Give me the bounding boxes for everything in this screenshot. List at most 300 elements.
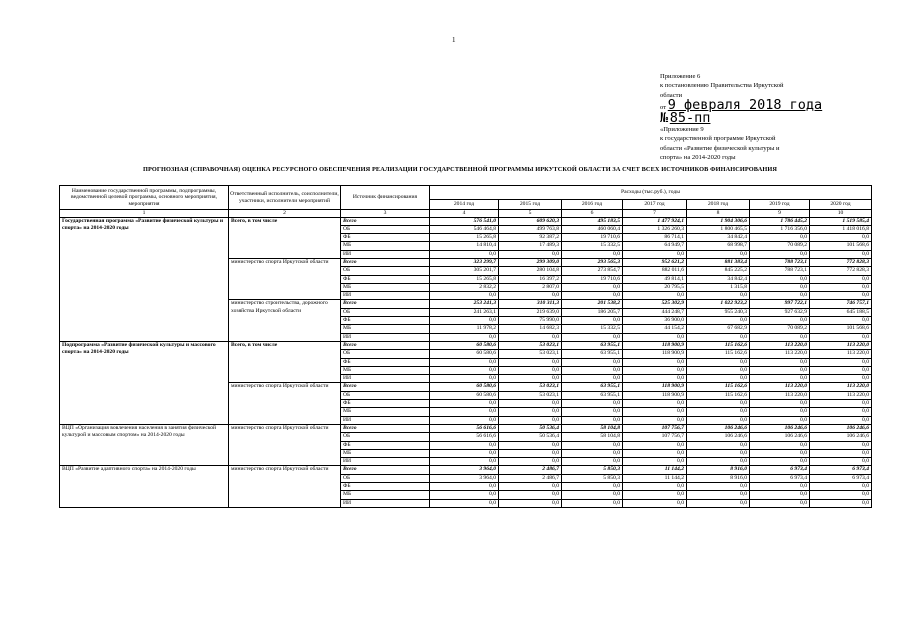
amount-cell: 0,0 bbox=[810, 449, 872, 457]
column-index: 3 bbox=[341, 210, 430, 218]
amount-cell: 0,0 bbox=[687, 483, 750, 491]
column-index: 7 bbox=[623, 210, 687, 218]
funding-source-cell: Всего bbox=[341, 466, 430, 474]
table-body bbox=[60, 186, 872, 508]
amount-cell: 0,0 bbox=[750, 333, 810, 341]
funding-source-cell: ОБ bbox=[341, 308, 430, 316]
amount-cell: 0,0 bbox=[562, 250, 623, 258]
amount-cell: 0,0 bbox=[687, 358, 750, 366]
column-index: 1 bbox=[60, 210, 229, 218]
amount-cell: 5 850,3 bbox=[562, 474, 623, 482]
amount-cell: 1 519 585,4 bbox=[810, 217, 872, 225]
amount-cell: 113 220,0 bbox=[810, 350, 872, 358]
amount-cell: 115 162,6 bbox=[687, 383, 750, 391]
amount-cell: 305 201,7 bbox=[430, 267, 499, 275]
amount-cell: 0,0 bbox=[430, 333, 499, 341]
amount-cell: 253 241,3 bbox=[430, 300, 499, 308]
amount-cell: 788 723,1 bbox=[750, 267, 810, 275]
amount-cell: 6 973,4 bbox=[750, 474, 810, 482]
amount-cell: 2 486,7 bbox=[499, 474, 562, 482]
amount-cell: 0,0 bbox=[687, 250, 750, 258]
amount-cell: 101 568,6 bbox=[810, 325, 872, 333]
amount-cell: 0,0 bbox=[499, 458, 562, 466]
funding-source-cell: ИИ bbox=[341, 292, 430, 300]
amount-cell: 0,0 bbox=[750, 449, 810, 457]
amount-cell: 92 387,2 bbox=[499, 234, 562, 242]
amount-cell: 67 682,9 bbox=[687, 325, 750, 333]
column-index-row bbox=[60, 210, 872, 218]
funding-source-cell: МБ bbox=[341, 283, 430, 291]
funding-source-cell: ФБ bbox=[341, 441, 430, 449]
funding-source-cell: ФБ bbox=[341, 483, 430, 491]
amount-cell: 0,0 bbox=[562, 283, 623, 291]
amount-cell: 0,0 bbox=[499, 333, 562, 341]
funding-source-cell: ИИ bbox=[341, 375, 430, 383]
amount-cell: 60 580,6 bbox=[430, 350, 499, 358]
amount-cell: 68 998,7 bbox=[687, 242, 750, 250]
amount-cell: 20 795,5 bbox=[623, 283, 687, 291]
amount-cell: 0,0 bbox=[499, 408, 562, 416]
amount-cell: 113 220,0 bbox=[750, 391, 810, 399]
amount-cell: 106 246,6 bbox=[687, 433, 750, 441]
amount-cell: 0,0 bbox=[623, 358, 687, 366]
amount-cell: 58 104,8 bbox=[562, 424, 623, 432]
amount-cell: 0,0 bbox=[562, 292, 623, 300]
amount-cell: 310 311,3 bbox=[499, 300, 562, 308]
amount-cell: 0,0 bbox=[562, 449, 623, 457]
amount-cell: 6 973,4 bbox=[750, 466, 810, 474]
amount-cell: 299 309,0 bbox=[499, 258, 562, 266]
amount-cell: 0,0 bbox=[499, 483, 562, 491]
amount-cell: 0,0 bbox=[810, 275, 872, 283]
amount-cell: 0,0 bbox=[810, 408, 872, 416]
appendix-line: области «Развитие физической культуры и bbox=[660, 144, 780, 152]
amount-cell: 0,0 bbox=[623, 483, 687, 491]
amount-cell: 15 265,8 bbox=[430, 234, 499, 242]
funding-source-cell: МБ bbox=[341, 449, 430, 457]
column-index: 6 bbox=[562, 210, 623, 218]
funding-source-cell: МБ bbox=[341, 408, 430, 416]
amount-cell: 882 011,6 bbox=[623, 267, 687, 275]
amount-cell: 1 800 465,5 bbox=[687, 225, 750, 233]
amount-cell: 0,0 bbox=[562, 491, 623, 499]
amount-cell: 0,0 bbox=[499, 292, 562, 300]
amount-cell: 0,0 bbox=[562, 317, 623, 325]
appendix-number bbox=[660, 109, 860, 126]
appendix-line: к постановлению Правительства Иркутской bbox=[660, 82, 784, 90]
amount-cell: 53 023,1 bbox=[499, 350, 562, 358]
amount-cell: 0,0 bbox=[810, 234, 872, 242]
amount-cell: 0,0 bbox=[623, 416, 687, 424]
amount-cell: 113 220,0 bbox=[750, 341, 810, 349]
amount-cell: 86 714,1 bbox=[623, 234, 687, 242]
appendix-line: области bbox=[660, 91, 683, 99]
amount-cell: 0,0 bbox=[687, 408, 750, 416]
amount-cell: 34 842,4 bbox=[687, 275, 750, 283]
amount-cell: 955 240,3 bbox=[687, 308, 750, 316]
amount-cell: 0,0 bbox=[750, 491, 810, 499]
document-title: ПРОГНОЗНАЯ (СПРАВОЧНАЯ) ОЦЕНКА РЕСУРСНОГО ОБЕСПЕЧЕНИЯ РЕАЛИЗАЦИИ ГОСУДАРСТВЕННОЙ ПРОГРАММЫ ИРКУТСКОЙ ОБЛАСТИ ЗА СЧЕТ ВСЕХ ИСТОЧНИКОВ ФИНАНСИРОВАНИЯ bbox=[142, 166, 778, 173]
amount-cell: 15 265,8 bbox=[430, 275, 499, 283]
amount-cell: 0,0 bbox=[810, 458, 872, 466]
executor-cell: министерство строительства, дорожного хозяйства Иркутской области bbox=[229, 300, 341, 341]
funding-source-cell: Всего bbox=[341, 424, 430, 432]
number-prefix: № bbox=[660, 109, 669, 126]
amount-cell: 5 850,3 bbox=[562, 466, 623, 474]
program-name-cell: ВЦП «Организация вовлечения населения в занятия физической культурой и массовым спортом» на 2014-2020 годы bbox=[60, 424, 229, 465]
amount-cell: 0,0 bbox=[750, 441, 810, 449]
amount-cell: 0,0 bbox=[750, 234, 810, 242]
amount-cell: 0,0 bbox=[623, 491, 687, 499]
financing-table bbox=[59, 185, 872, 508]
amount-cell: 0,0 bbox=[687, 499, 750, 507]
amount-cell: 0,0 bbox=[687, 375, 750, 383]
amount-cell: 70 089,2 bbox=[750, 242, 810, 250]
amount-cell: 0,0 bbox=[562, 400, 623, 408]
amount-cell: 0,0 bbox=[430, 317, 499, 325]
amount-cell: 0,0 bbox=[430, 400, 499, 408]
funding-source-cell: ОБ bbox=[341, 225, 430, 233]
amount-cell: 0,0 bbox=[430, 292, 499, 300]
amount-cell: 0,0 bbox=[810, 416, 872, 424]
amount-cell: 118 900,9 bbox=[623, 391, 687, 399]
amount-cell: 6 973,4 bbox=[810, 466, 872, 474]
funding-source-cell: ФБ bbox=[341, 317, 430, 325]
column-index: 8 bbox=[687, 210, 750, 218]
funding-source-cell: ФБ bbox=[341, 400, 430, 408]
amount-cell: 997 722,1 bbox=[750, 300, 810, 308]
amount-cell: 0,0 bbox=[750, 317, 810, 325]
amount-cell: 0,0 bbox=[562, 458, 623, 466]
funding-source-cell: ФБ bbox=[341, 275, 430, 283]
column-index: 2 bbox=[229, 210, 341, 218]
amount-cell: 53 023,1 bbox=[499, 383, 562, 391]
amount-cell: 0,0 bbox=[562, 358, 623, 366]
page-number: 1 bbox=[452, 36, 456, 44]
funding-source-cell: ИИ bbox=[341, 416, 430, 424]
header-year: 2020 год bbox=[810, 200, 872, 210]
funding-source-cell: ИИ bbox=[341, 250, 430, 258]
amount-cell: 49 814,1 bbox=[623, 275, 687, 283]
amount-cell: 63 955,1 bbox=[562, 341, 623, 349]
amount-cell: 60 580,6 bbox=[430, 383, 499, 391]
appendix-line: Приложение 6 bbox=[660, 73, 701, 80]
amount-cell: 113 220,0 bbox=[810, 383, 872, 391]
amount-cell: 273 854,7 bbox=[562, 267, 623, 275]
amount-cell: 219 639,0 bbox=[499, 308, 562, 316]
amount-cell: 241 263,1 bbox=[430, 308, 499, 316]
executor-cell: министерство спорта Иркутской области bbox=[229, 258, 341, 299]
amount-cell: 788 723,1 bbox=[750, 258, 810, 266]
amount-cell: 0,0 bbox=[562, 441, 623, 449]
header-year: 2014 год bbox=[430, 200, 499, 210]
amount-cell: 525 302,9 bbox=[623, 300, 687, 308]
amount-cell: 0,0 bbox=[499, 449, 562, 457]
funding-source-cell: ОБ bbox=[341, 474, 430, 482]
amount-cell: 115 162,6 bbox=[687, 350, 750, 358]
amount-cell: 0,0 bbox=[499, 499, 562, 507]
amount-cell: 0,0 bbox=[810, 375, 872, 383]
amount-cell: 746 757,1 bbox=[810, 300, 872, 308]
header-expenses: Расходы (тыс.руб.), годы bbox=[430, 186, 872, 200]
amount-cell: 1 477 924,1 bbox=[623, 217, 687, 225]
amount-cell: 115 162,6 bbox=[687, 391, 750, 399]
amount-cell: 0,0 bbox=[430, 483, 499, 491]
amount-cell: 609 620,3 bbox=[499, 217, 562, 225]
amount-cell: 0,0 bbox=[750, 283, 810, 291]
amount-cell: 75 990,0 bbox=[499, 317, 562, 325]
appendix-line: «Приложение 9 bbox=[660, 126, 704, 134]
amount-cell: 0,0 bbox=[810, 333, 872, 341]
table-row bbox=[60, 424, 872, 432]
amount-cell: 0,0 bbox=[810, 400, 872, 408]
funding-source-cell: МБ bbox=[341, 491, 430, 499]
funding-source-cell: ФБ bbox=[341, 234, 430, 242]
amount-cell: 0,0 bbox=[750, 408, 810, 416]
amount-cell: 546 464,8 bbox=[430, 225, 499, 233]
amount-cell: 0,0 bbox=[430, 491, 499, 499]
amount-cell: 0,0 bbox=[430, 499, 499, 507]
amount-cell: 0,0 bbox=[810, 358, 872, 366]
amount-cell: 0,0 bbox=[750, 292, 810, 300]
amount-cell: 11 144,2 bbox=[623, 466, 687, 474]
amount-cell: 107 756,7 bbox=[623, 433, 687, 441]
amount-cell: 56 616,6 bbox=[430, 424, 499, 432]
amount-cell: 0,0 bbox=[430, 366, 499, 374]
amount-cell: 0,0 bbox=[430, 250, 499, 258]
amount-cell: 0,0 bbox=[430, 416, 499, 424]
amount-cell: 17 489,3 bbox=[499, 242, 562, 250]
column-index: 4 bbox=[430, 210, 499, 218]
funding-source-cell: МБ bbox=[341, 325, 430, 333]
amount-cell: 0,0 bbox=[810, 317, 872, 325]
amount-cell: 323 299,7 bbox=[430, 258, 499, 266]
amount-cell: 60 580,6 bbox=[430, 341, 499, 349]
amount-cell: 1 904 306,6 bbox=[687, 217, 750, 225]
funding-source-cell: ОБ bbox=[341, 433, 430, 441]
amount-cell: 952 621,2 bbox=[623, 258, 687, 266]
amount-cell: 101 568,6 bbox=[810, 242, 872, 250]
amount-cell: 0,0 bbox=[562, 333, 623, 341]
funding-source-cell: Всего bbox=[341, 258, 430, 266]
funding-source-cell: ОБ bbox=[341, 391, 430, 399]
amount-cell: 0,0 bbox=[687, 416, 750, 424]
amount-cell: 0,0 bbox=[810, 499, 872, 507]
amount-cell: 113 220,0 bbox=[810, 341, 872, 349]
executor-cell: министерство спорта Иркутской области bbox=[229, 383, 341, 424]
amount-cell: 0,0 bbox=[810, 250, 872, 258]
amount-cell: 8 916,0 bbox=[687, 474, 750, 482]
header-row bbox=[60, 186, 872, 200]
amount-cell: 63 955,1 bbox=[562, 350, 623, 358]
amount-cell: 0,0 bbox=[810, 491, 872, 499]
amount-cell: 0,0 bbox=[687, 366, 750, 374]
amount-cell: 0,0 bbox=[750, 416, 810, 424]
funding-source-cell: ИИ bbox=[341, 333, 430, 341]
amount-cell: 14 682,3 bbox=[499, 325, 562, 333]
amount-cell: 63 955,1 bbox=[562, 391, 623, 399]
amount-cell: 0,0 bbox=[687, 449, 750, 457]
amount-cell: 0,0 bbox=[623, 333, 687, 341]
amount-cell: 118 900,9 bbox=[623, 350, 687, 358]
amount-cell: 280 104,8 bbox=[499, 267, 562, 275]
amount-cell: 3 964,0 bbox=[430, 474, 499, 482]
amount-cell: 60 580,6 bbox=[430, 391, 499, 399]
funding-source-cell: ФБ bbox=[341, 358, 430, 366]
amount-cell: 2 486,7 bbox=[499, 466, 562, 474]
appendix-line: спорта» на 2014-2020 годы bbox=[660, 154, 736, 162]
amount-cell: 0,0 bbox=[810, 441, 872, 449]
amount-cell: 0,0 bbox=[499, 441, 562, 449]
amount-cell: 0,0 bbox=[499, 366, 562, 374]
amount-cell: 0,0 bbox=[562, 366, 623, 374]
amount-cell: 0,0 bbox=[810, 483, 872, 491]
table-row bbox=[60, 341, 872, 349]
program-name-cell: Подпрограмма «Развитие физической культуры и массового спорта» на 2014-2020 годы bbox=[60, 341, 229, 424]
amount-cell: 0,0 bbox=[623, 250, 687, 258]
amount-cell: 63 955,1 bbox=[562, 383, 623, 391]
amount-cell: 0,0 bbox=[623, 499, 687, 507]
header-year: 2018 год bbox=[687, 200, 750, 210]
amount-cell: 0,0 bbox=[810, 292, 872, 300]
amount-cell: 0,0 bbox=[750, 499, 810, 507]
amount-cell: 0,0 bbox=[430, 358, 499, 366]
amount-cell: 11 144,2 bbox=[623, 474, 687, 482]
funding-source-cell: Всего bbox=[341, 217, 430, 225]
amount-cell: 106 246,6 bbox=[687, 424, 750, 432]
amount-cell: 0,0 bbox=[499, 416, 562, 424]
amount-cell: 3 964,0 bbox=[430, 466, 499, 474]
amount-cell: 1 315,8 bbox=[687, 283, 750, 291]
amount-cell: 106 246,6 bbox=[810, 433, 872, 441]
header-year: 2019 год bbox=[750, 200, 810, 210]
amount-cell: 460 060,4 bbox=[562, 225, 623, 233]
funding-source-cell: Всего bbox=[341, 300, 430, 308]
amount-cell: 499 763,8 bbox=[499, 225, 562, 233]
header-year: 2015 год bbox=[499, 200, 562, 210]
amount-cell: 0,0 bbox=[499, 250, 562, 258]
amount-cell: 0,0 bbox=[687, 317, 750, 325]
amount-cell: 845 225,2 bbox=[687, 267, 750, 275]
amount-cell: 0,0 bbox=[623, 366, 687, 374]
amount-cell: 0,0 bbox=[623, 408, 687, 416]
executor-cell: министерство спорта Иркутской области bbox=[229, 424, 341, 465]
program-name-cell: Государственная программа «Развитие физической культуры и спорта» на 2014-2020 годы bbox=[60, 217, 229, 341]
amount-cell: 15 332,5 bbox=[562, 325, 623, 333]
amount-cell: 53 023,1 bbox=[499, 341, 562, 349]
amount-cell: 118 900,9 bbox=[623, 383, 687, 391]
amount-cell: 186 205,7 bbox=[562, 308, 623, 316]
amount-cell: 0,0 bbox=[430, 441, 499, 449]
amount-cell: 0,0 bbox=[623, 292, 687, 300]
amount-cell: 0,0 bbox=[623, 400, 687, 408]
funding-source-cell: Всего bbox=[341, 383, 430, 391]
funding-source-cell: ОБ bbox=[341, 267, 430, 275]
amount-cell: 0,0 bbox=[623, 458, 687, 466]
amount-cell: 0,0 bbox=[499, 491, 562, 499]
amount-cell: 0,0 bbox=[810, 283, 872, 291]
amount-cell: 113 220,0 bbox=[750, 383, 810, 391]
amount-cell: 19 710,6 bbox=[562, 275, 623, 283]
amount-cell: 201 538,2 bbox=[562, 300, 623, 308]
amount-cell: 1 418 016,8 bbox=[810, 225, 872, 233]
amount-cell: 53 023,1 bbox=[499, 391, 562, 399]
amount-cell: 118 900,9 bbox=[623, 341, 687, 349]
amount-cell: 0,0 bbox=[750, 375, 810, 383]
amount-cell: 0,0 bbox=[750, 483, 810, 491]
amount-cell: 56 616,6 bbox=[430, 433, 499, 441]
amount-cell: 576 541,0 bbox=[430, 217, 499, 225]
column-index: 10 bbox=[810, 210, 872, 218]
amount-cell: 0,0 bbox=[750, 400, 810, 408]
funding-source-cell: МБ bbox=[341, 242, 430, 250]
amount-cell: 0,0 bbox=[750, 275, 810, 283]
amount-cell: 0,0 bbox=[750, 366, 810, 374]
amount-cell: 1 716 356,0 bbox=[750, 225, 810, 233]
amount-cell: 14 810,4 bbox=[430, 242, 499, 250]
amount-cell: 0,0 bbox=[687, 458, 750, 466]
amount-cell: 0,0 bbox=[562, 416, 623, 424]
appendix-block bbox=[660, 72, 860, 163]
funding-source-cell: ОБ bbox=[341, 350, 430, 358]
executor-cell: Всего, в том числе bbox=[229, 341, 341, 382]
amount-cell: 0,0 bbox=[499, 375, 562, 383]
amount-cell: 881 383,4 bbox=[687, 258, 750, 266]
amount-cell: 0,0 bbox=[499, 358, 562, 366]
amount-cell: 58 104,8 bbox=[562, 433, 623, 441]
amount-cell: 293 565,3 bbox=[562, 258, 623, 266]
amount-cell: 6 973,4 bbox=[810, 474, 872, 482]
table-row bbox=[60, 466, 872, 474]
amount-cell: 0,0 bbox=[430, 408, 499, 416]
amount-cell: 106 246,6 bbox=[750, 424, 810, 432]
amount-cell: 64 949,7 bbox=[623, 242, 687, 250]
header-program: Наименование государственной программы, подпрограммы, ведомственной целевой программы, основного мероприятия, мероприятия bbox=[60, 186, 229, 210]
amount-cell: 772 828,3 bbox=[810, 267, 872, 275]
amount-cell: 0,0 bbox=[750, 358, 810, 366]
amount-cell: 0,0 bbox=[562, 499, 623, 507]
amount-cell: 0,0 bbox=[430, 458, 499, 466]
amount-cell: 0,0 bbox=[562, 483, 623, 491]
amount-cell: 927 632,9 bbox=[750, 308, 810, 316]
amount-cell: 0,0 bbox=[499, 400, 562, 408]
funding-source-cell: Всего bbox=[341, 341, 430, 349]
amount-cell: 2 807,0 bbox=[499, 283, 562, 291]
amount-cell: 0,0 bbox=[430, 375, 499, 383]
amount-cell: 772 828,3 bbox=[810, 258, 872, 266]
amount-cell: 15 332,5 bbox=[562, 242, 623, 250]
amount-cell: 0,0 bbox=[750, 250, 810, 258]
amount-cell: 0,0 bbox=[750, 458, 810, 466]
table-wrapper bbox=[59, 185, 872, 508]
amount-cell: 0,0 bbox=[687, 400, 750, 408]
amount-cell: 1 326 260,3 bbox=[623, 225, 687, 233]
amount-cell: 1 786 445,2 bbox=[750, 217, 810, 225]
amount-cell: 19 710,6 bbox=[562, 234, 623, 242]
amount-cell: 0,0 bbox=[687, 292, 750, 300]
funding-source-cell: ИИ bbox=[341, 499, 430, 507]
header-year: 2016 год bbox=[562, 200, 623, 210]
amount-cell: 44 154,2 bbox=[623, 325, 687, 333]
amount-cell: 34 842,4 bbox=[687, 234, 750, 242]
amount-cell: 444 248,7 bbox=[623, 308, 687, 316]
amount-cell: 70 089,2 bbox=[750, 325, 810, 333]
amount-cell: 36 900,0 bbox=[623, 317, 687, 325]
date-value: 9 февраля 2018 года bbox=[667, 97, 823, 114]
appendix-line: к государственной программе Иркутской bbox=[660, 135, 776, 143]
amount-cell: 0,0 bbox=[623, 441, 687, 449]
header-year: 2017 год bbox=[623, 200, 687, 210]
